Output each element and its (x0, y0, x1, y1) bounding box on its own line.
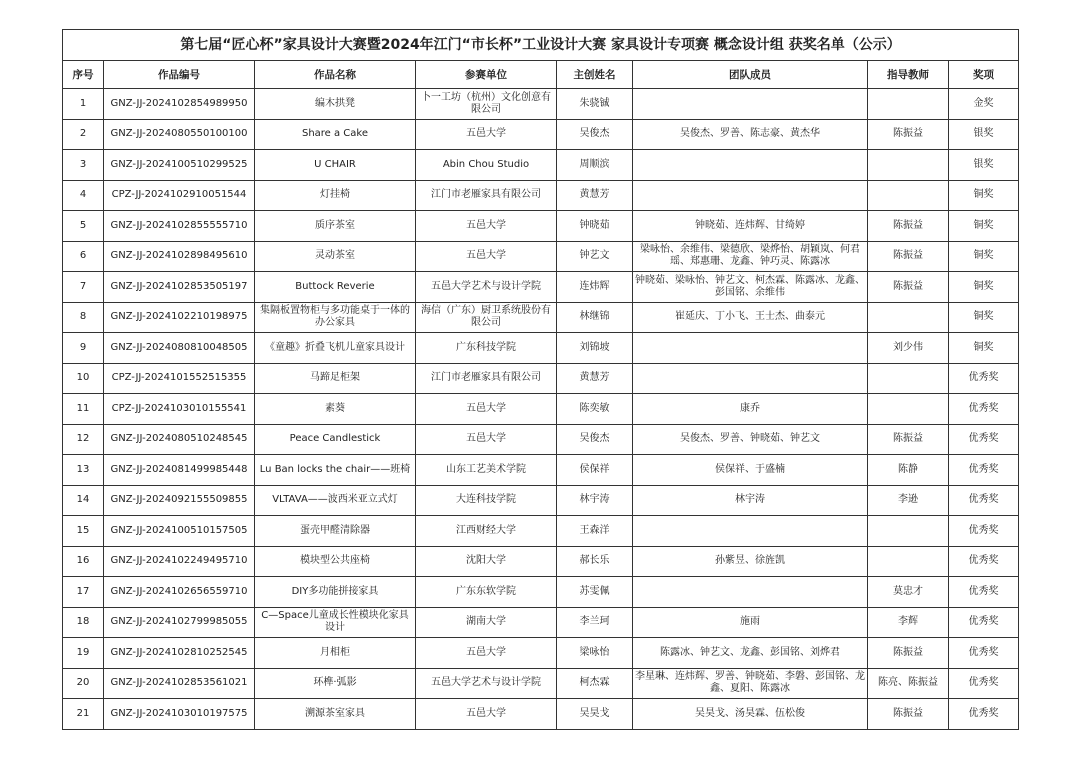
cell-index: 11 (63, 394, 104, 425)
cell-award: 银奖 (949, 150, 1019, 181)
cell-index: 10 (63, 363, 104, 394)
cell-award: 优秀奖 (949, 699, 1019, 730)
cell-team-members (633, 363, 868, 394)
cell-lead-designer: 李兰珂 (557, 607, 633, 638)
cell-organization: 五邑大学 (416, 699, 557, 730)
cell-work-id: GNZ-JJ-2024102210198975 (104, 302, 255, 333)
cell-work-name: 灯挂椅 (255, 180, 416, 211)
cell-award: 铜奖 (949, 241, 1019, 272)
header-row (63, 61, 1019, 89)
header-advisor: 指导教师 (868, 61, 949, 89)
cell-lead-designer: 连炜辉 (557, 272, 633, 303)
cell-team-members: 吴俊杰、罗善、钟晓茹、钟艺文 (633, 424, 868, 455)
cell-index: 17 (63, 577, 104, 608)
cell-work-name: Buttock Reverie (255, 272, 416, 303)
cell-organization: 江门市老雁家具有限公司 (416, 363, 557, 394)
cell-organization: 山东工艺美术学院 (416, 455, 557, 486)
cell-advisor (868, 394, 949, 425)
cell-team-members: 崔延庆、丁小飞、王士杰、曲泰元 (633, 302, 868, 333)
cell-organization: 沈阳大学 (416, 546, 557, 577)
cell-award: 优秀奖 (949, 394, 1019, 425)
cell-index: 1 (63, 89, 104, 120)
cell-work-id: GNZ-JJ-2024102810252545 (104, 638, 255, 669)
cell-index: 18 (63, 607, 104, 638)
cell-award: 银奖 (949, 119, 1019, 150)
cell-lead-designer: 林继锦 (557, 302, 633, 333)
cell-work-id: GNZ-JJ-2024102854989950 (104, 89, 255, 120)
cell-lead-designer: 钟晓茹 (557, 211, 633, 242)
cell-work-id: GNZ-JJ-2024092155509855 (104, 485, 255, 516)
cell-lead-designer: 王森洋 (557, 516, 633, 547)
cell-lead-designer: 吴俊杰 (557, 119, 633, 150)
cell-organization: 江门市老雁家具有限公司 (416, 180, 557, 211)
cell-award: 优秀奖 (949, 455, 1019, 486)
cell-work-name: 蛋壳甲醛清除器 (255, 516, 416, 547)
cell-advisor: 陈振益 (868, 699, 949, 730)
cell-team-members (633, 516, 868, 547)
cell-organization: 五邑大学艺术与设计学院 (416, 668, 557, 699)
cell-organization: 江西财经大学 (416, 516, 557, 547)
cell-advisor (868, 516, 949, 547)
cell-lead-designer: 柯杰霖 (557, 668, 633, 699)
cell-award: 铜奖 (949, 302, 1019, 333)
cell-advisor: 陈振益 (868, 638, 949, 669)
cell-work-name: 环榫·弧影 (255, 668, 416, 699)
cell-work-name: 马蹄足柜架 (255, 363, 416, 394)
cell-lead-designer: 陈奕敏 (557, 394, 633, 425)
table-row (63, 89, 1019, 120)
cell-advisor: 陈振益 (868, 211, 949, 242)
header-index: 序号 (63, 61, 104, 89)
cell-team-members: 林宇涛 (633, 485, 868, 516)
cell-award: 铜奖 (949, 180, 1019, 211)
award-list-sheet (62, 29, 1018, 730)
cell-work-name: 集隔板置物柜与多功能桌于一体的办公家具 (255, 302, 416, 333)
cell-work-id: CPZ-JJ-2024103010155541 (104, 394, 255, 425)
cell-index: 13 (63, 455, 104, 486)
cell-award: 优秀奖 (949, 607, 1019, 638)
table-row (63, 272, 1019, 303)
cell-team-members: 侯保祥、于盛楠 (633, 455, 868, 486)
cell-index: 8 (63, 302, 104, 333)
cell-team-members (633, 333, 868, 364)
cell-advisor: 陈振益 (868, 424, 949, 455)
cell-award: 金奖 (949, 89, 1019, 120)
table-row (63, 211, 1019, 242)
cell-index: 4 (63, 180, 104, 211)
cell-index: 20 (63, 668, 104, 699)
cell-work-id: GNZ-JJ-2024102898495610 (104, 241, 255, 272)
table-row (63, 546, 1019, 577)
cell-organization: 广东科技学院 (416, 333, 557, 364)
cell-lead-designer: 梁咏怡 (557, 638, 633, 669)
cell-work-id: GNZ-JJ-2024102656559710 (104, 577, 255, 608)
cell-award: 优秀奖 (949, 638, 1019, 669)
cell-award: 优秀奖 (949, 516, 1019, 547)
cell-award: 铜奖 (949, 272, 1019, 303)
title-row (63, 30, 1019, 61)
cell-advisor (868, 302, 949, 333)
cell-work-name: 灵动茶室 (255, 241, 416, 272)
cell-organization: Abin Chou Studio (416, 150, 557, 181)
cell-index: 2 (63, 119, 104, 150)
cell-work-name: U CHAIR (255, 150, 416, 181)
table-row (63, 241, 1019, 272)
cell-advisor (868, 363, 949, 394)
cell-index: 7 (63, 272, 104, 303)
cell-organization: 湖南大学 (416, 607, 557, 638)
header-lead-designer: 主创姓名 (557, 61, 633, 89)
award-table (62, 29, 1019, 730)
table-row (63, 333, 1019, 364)
cell-advisor: 李逊 (868, 485, 949, 516)
cell-index: 21 (63, 699, 104, 730)
cell-work-name: 模块型公共座椅 (255, 546, 416, 577)
header-work-id: 作品编号 (104, 61, 255, 89)
cell-lead-designer: 吴俊杰 (557, 424, 633, 455)
cell-advisor: 陈静 (868, 455, 949, 486)
cell-advisor (868, 546, 949, 577)
cell-work-id: CPZ-JJ-2024102910051544 (104, 180, 255, 211)
cell-work-id: GNZ-JJ-2024100510157505 (104, 516, 255, 547)
cell-team-members (633, 150, 868, 181)
cell-award: 铜奖 (949, 211, 1019, 242)
cell-work-name: Lu Ban locks the chair——班椅 (255, 455, 416, 486)
table-row (63, 699, 1019, 730)
cell-award: 优秀奖 (949, 577, 1019, 608)
cell-lead-designer: 朱骁铖 (557, 89, 633, 120)
cell-award: 优秀奖 (949, 546, 1019, 577)
cell-work-id: GNZ-JJ-2024102249495710 (104, 546, 255, 577)
cell-work-name: Share a Cake (255, 119, 416, 150)
cell-organization: 广东东软学院 (416, 577, 557, 608)
cell-work-id: GNZ-JJ-2024103010197575 (104, 699, 255, 730)
cell-advisor: 刘少伟 (868, 333, 949, 364)
cell-award: 优秀奖 (949, 668, 1019, 699)
cell-work-name: 溯源茶室家具 (255, 699, 416, 730)
cell-work-id: GNZ-JJ-2024080510248545 (104, 424, 255, 455)
table-row (63, 119, 1019, 150)
header-team-members: 团队成员 (633, 61, 868, 89)
cell-lead-designer: 钟艺文 (557, 241, 633, 272)
cell-advisor (868, 180, 949, 211)
cell-team-members (633, 180, 868, 211)
cell-work-name: 《童趣》折叠飞机儿童家具设计 (255, 333, 416, 364)
cell-organization: 五邑大学艺术与设计学院 (416, 272, 557, 303)
table-row (63, 668, 1019, 699)
cell-lead-designer: 黄慧芳 (557, 363, 633, 394)
table-row (63, 455, 1019, 486)
cell-team-members: 陈露冰、钟艺文、龙鑫、彭国铭、刘烨君 (633, 638, 868, 669)
cell-work-id: GNZ-JJ-2024102853561021 (104, 668, 255, 699)
cell-organization: 五邑大学 (416, 394, 557, 425)
table-title: 第七届“匠心杯”家具设计大赛暨2024年江门“市长杯”工业设计大赛 家具设计专项赛 概念设计组 获奖名单（公示） (63, 30, 1019, 61)
cell-work-id: GNZ-JJ-2024080550100100 (104, 119, 255, 150)
cell-work-id: GNZ-JJ-2024102799985055 (104, 607, 255, 638)
cell-team-members: 孙紫昱、徐旌凯 (633, 546, 868, 577)
cell-lead-designer: 吴昊戈 (557, 699, 633, 730)
table-row (63, 302, 1019, 333)
cell-lead-designer: 周顺滨 (557, 150, 633, 181)
cell-organization: 海信（广东）厨卫系统股份有限公司 (416, 302, 557, 333)
table-row (63, 424, 1019, 455)
cell-organization: 五邑大学 (416, 119, 557, 150)
cell-work-id: GNZ-JJ-2024102855555710 (104, 211, 255, 242)
cell-team-members: 康乔 (633, 394, 868, 425)
cell-lead-designer: 郝长乐 (557, 546, 633, 577)
table-row (63, 180, 1019, 211)
cell-lead-designer: 刘锦坡 (557, 333, 633, 364)
cell-work-name: VLTAVA——波西米亚立式灯 (255, 485, 416, 516)
cell-organization: 大连科技学院 (416, 485, 557, 516)
cell-work-id: CPZ-JJ-2024101552515355 (104, 363, 255, 394)
cell-lead-designer: 侯保祥 (557, 455, 633, 486)
table-row (63, 394, 1019, 425)
cell-team-members: 梁咏怡、余维伟、梁德欣、梁烨怡、胡颖岚、何君瑶、郑惠珊、龙鑫、钟巧灵、陈露冰 (633, 241, 868, 272)
cell-index: 14 (63, 485, 104, 516)
cell-index: 15 (63, 516, 104, 547)
cell-advisor: 陈振益 (868, 272, 949, 303)
header-organization: 参赛单位 (416, 61, 557, 89)
cell-work-name: 编木拱凳 (255, 89, 416, 120)
cell-index: 3 (63, 150, 104, 181)
cell-advisor: 陈亮、陈振益 (868, 668, 949, 699)
cell-index: 5 (63, 211, 104, 242)
cell-award: 优秀奖 (949, 363, 1019, 394)
cell-work-id: GNZ-JJ-2024102853505197 (104, 272, 255, 303)
cell-work-id: GNZ-JJ-2024081499985448 (104, 455, 255, 486)
cell-team-members: 李星琳、连炜辉、罗善、钟晓茹、李磐、彭国铭、龙鑫、夏阳、陈露冰 (633, 668, 868, 699)
cell-index: 12 (63, 424, 104, 455)
cell-work-name: 月相柜 (255, 638, 416, 669)
cell-organization: 卜一工坊（杭州）文化创意有限公司 (416, 89, 557, 120)
table-row (63, 638, 1019, 669)
cell-work-name: DIY多功能拼接家具 (255, 577, 416, 608)
cell-lead-designer: 林宇涛 (557, 485, 633, 516)
header-award: 奖项 (949, 61, 1019, 89)
cell-advisor: 莫忠才 (868, 577, 949, 608)
cell-advisor: 陈振益 (868, 241, 949, 272)
cell-organization: 五邑大学 (416, 241, 557, 272)
cell-team-members: 钟晓茹、梁咏怡、钟艺文、柯杰霖、陈露冰、龙鑫、彭国铭、余维伟 (633, 272, 868, 303)
table-row (63, 516, 1019, 547)
table-row (63, 150, 1019, 181)
cell-award: 铜奖 (949, 333, 1019, 364)
cell-work-id: GNZ-JJ-2024100510299525 (104, 150, 255, 181)
table-row (63, 607, 1019, 638)
cell-team-members (633, 89, 868, 120)
table-row (63, 363, 1019, 394)
cell-team-members: 钟晓茹、连炜辉、甘绮婷 (633, 211, 868, 242)
cell-team-members: 吴俊杰、罗善、陈志豪、黄杰华 (633, 119, 868, 150)
cell-team-members: 施雨 (633, 607, 868, 638)
cell-advisor (868, 150, 949, 181)
cell-organization: 五邑大学 (416, 424, 557, 455)
table-row (63, 577, 1019, 608)
cell-award: 优秀奖 (949, 424, 1019, 455)
cell-index: 16 (63, 546, 104, 577)
cell-advisor: 李辉 (868, 607, 949, 638)
cell-work-name: 质序茶室 (255, 211, 416, 242)
cell-team-members: 吴昊戈、汤昊霖、伍松俊 (633, 699, 868, 730)
table-row (63, 485, 1019, 516)
header-work-name: 作品名称 (255, 61, 416, 89)
cell-team-members (633, 577, 868, 608)
cell-advisor (868, 89, 949, 120)
cell-organization: 五邑大学 (416, 211, 557, 242)
cell-lead-designer: 苏雯佩 (557, 577, 633, 608)
cell-work-name: Peace Candlestick (255, 424, 416, 455)
cell-advisor: 陈振益 (868, 119, 949, 150)
cell-work-id: GNZ-JJ-2024080810048505 (104, 333, 255, 364)
cell-index: 6 (63, 241, 104, 272)
cell-organization: 五邑大学 (416, 638, 557, 669)
cell-lead-designer: 黄慧芳 (557, 180, 633, 211)
cell-work-name: C—Space儿童成长性模块化家具设计 (255, 607, 416, 638)
cell-index: 19 (63, 638, 104, 669)
cell-index: 9 (63, 333, 104, 364)
cell-award: 优秀奖 (949, 485, 1019, 516)
cell-work-name: 素葵 (255, 394, 416, 425)
